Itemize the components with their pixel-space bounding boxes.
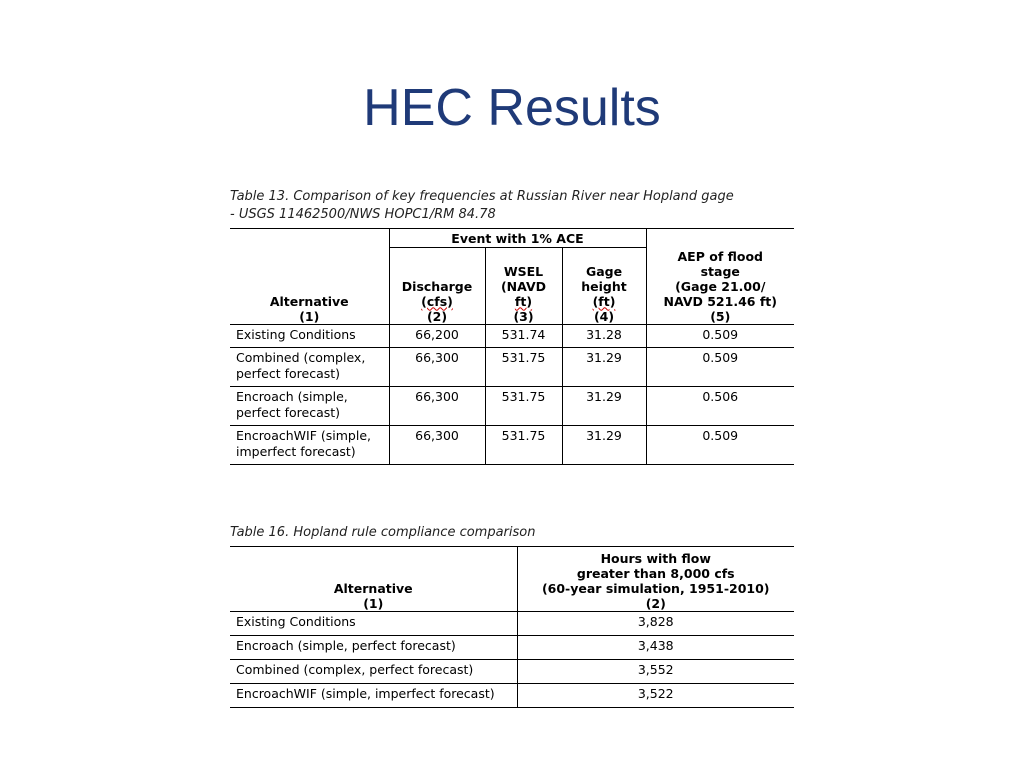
t16-row3-hours: 3,522 xyxy=(517,684,794,708)
t16-alternative-num: (1) xyxy=(363,596,384,611)
row3-gage: 31.29 xyxy=(562,425,646,464)
table13-header-blank xyxy=(230,229,389,248)
t16-row0-alternative: Existing Conditions xyxy=(230,612,517,636)
aep-line4: NAVD 521.46 ft) xyxy=(663,293,777,309)
row3-alternative xyxy=(230,425,389,464)
row2-alternative xyxy=(230,386,389,425)
table13-row xyxy=(230,425,794,464)
row1-alt-b: perfect forecast) xyxy=(236,365,341,381)
wsel-unit-a: (NAVD xyxy=(500,278,547,294)
table16-row xyxy=(230,684,794,708)
row2-discharge: 66,300 xyxy=(389,386,485,425)
hours-line2: greater than 8,000 cfs xyxy=(576,566,735,581)
row0-aep: 0.509 xyxy=(646,324,794,347)
gage-label-b: height xyxy=(581,278,627,294)
aep-line2: stage xyxy=(700,263,740,279)
t16-row1-alternative: Encroach (simple, perfect forecast) xyxy=(230,636,517,660)
wsel-num: (3) xyxy=(513,308,534,324)
table13-header-discharge xyxy=(389,248,485,325)
row0-gage: 31.28 xyxy=(562,324,646,347)
wsel-label: WSEL xyxy=(503,263,544,279)
alternative-num: (1) xyxy=(299,308,320,324)
table13-row xyxy=(230,347,794,386)
table16-row xyxy=(230,636,794,660)
slide-title: HEC Results xyxy=(363,79,661,137)
table16-row xyxy=(230,612,794,636)
gage-num: (4) xyxy=(593,308,615,324)
wsel-unit-b: ft) xyxy=(514,293,533,309)
row2-alt-b: perfect forecast) xyxy=(236,404,341,420)
table13-header-gage xyxy=(562,248,646,325)
row1-discharge: 66,300 xyxy=(389,347,485,386)
table13-header-alternative xyxy=(230,248,389,325)
row1-wsel: 531.75 xyxy=(485,347,562,386)
table16-header-alternative xyxy=(230,547,517,612)
table16-header-hours xyxy=(517,547,794,612)
table13-caption-line2: - USGS 11462500/NWS HOPC1/RM 84.78 xyxy=(230,207,496,222)
row2-gage: 31.29 xyxy=(562,386,646,425)
table16-caption: Table 16. Hopland rule compliance comparison xyxy=(230,525,536,540)
table13-row xyxy=(230,386,794,425)
t16-row2-hours: 3,552 xyxy=(517,660,794,684)
table13 xyxy=(230,228,794,465)
row1-gage: 31.29 xyxy=(562,347,646,386)
table13-header-aep xyxy=(646,229,794,325)
row3-alt-a: EncroachWIF (simple, xyxy=(236,427,371,443)
table16-row xyxy=(230,660,794,684)
row3-discharge: 66,300 xyxy=(389,425,485,464)
t16-row1-hours: 3,438 xyxy=(517,636,794,660)
gage-label: Gage xyxy=(585,263,623,279)
table13-group-header: Event with 1% ACE xyxy=(389,229,646,248)
table16 xyxy=(230,546,794,708)
row0-alternative xyxy=(230,324,389,347)
table13-header-wsel xyxy=(485,248,562,325)
t16-alternative-label: Alternative xyxy=(333,581,413,596)
row1-alternative xyxy=(230,347,389,386)
discharge-unit: (cfs) xyxy=(421,293,453,309)
hours-line1: Hours with flow xyxy=(600,551,711,566)
row3-wsel: 531.75 xyxy=(485,425,562,464)
row0-wsel: 531.74 xyxy=(485,324,562,347)
alternative-label: Alternative xyxy=(269,293,349,309)
row2-alt-a: Encroach (simple, xyxy=(236,388,348,404)
gage-unit: (ft) xyxy=(592,293,616,309)
row0-discharge: 66,200 xyxy=(389,324,485,347)
row1-alt-a: Combined (complex, xyxy=(236,349,366,365)
row0-alt-a: Existing Conditions xyxy=(236,326,356,342)
aep-num: (5) xyxy=(710,308,731,324)
row1-aep: 0.509 xyxy=(646,347,794,386)
discharge-label: Discharge xyxy=(401,278,473,294)
hours-line3: (60-year simulation, 1951-2010) xyxy=(541,581,770,596)
aep-line3: (Gage 21.00/ xyxy=(675,278,766,294)
t16-row0-hours: 3,828 xyxy=(517,612,794,636)
row2-wsel: 531.75 xyxy=(485,386,562,425)
row2-aep: 0.506 xyxy=(646,386,794,425)
discharge-num: (2) xyxy=(426,308,448,324)
hours-num: (2) xyxy=(645,596,666,611)
aep-line1: AEP of flood xyxy=(677,248,763,264)
t16-row3-alternative: EncroachWIF (simple, imperfect forecast) xyxy=(230,684,517,708)
row3-aep: 0.509 xyxy=(646,425,794,464)
table13-caption-line1: Table 13. Comparison of key frequencies at Russian River near Hopland gage xyxy=(230,189,734,204)
table13-row xyxy=(230,324,794,347)
row3-alt-b: imperfect forecast) xyxy=(236,443,356,459)
table13-caption xyxy=(230,188,734,224)
t16-row2-alternative: Combined (complex, perfect forecast) xyxy=(230,660,517,684)
